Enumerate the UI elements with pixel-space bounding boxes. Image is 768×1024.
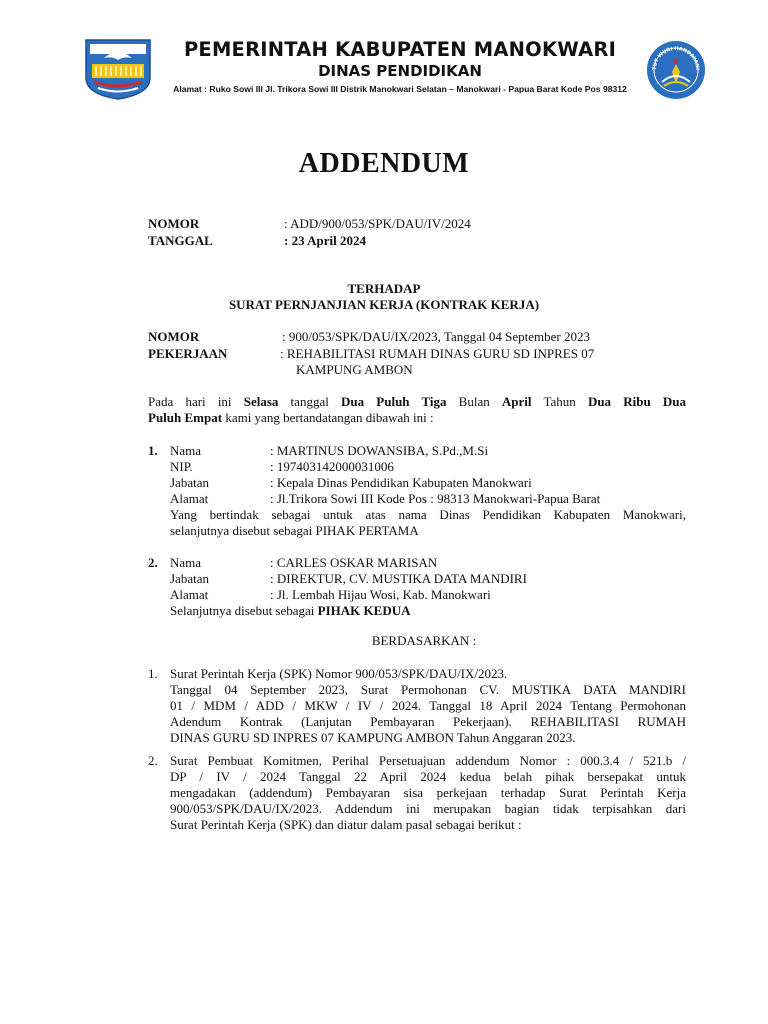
party2-address-value: : Jl. Lembah Hijau Wosi, Kab. Manokwari xyxy=(270,587,491,602)
party1-position-value: : Kepala Dinas Pendidikan Kabupaten Manokwari xyxy=(270,475,532,490)
nomor-value: : ADD/900/053/SPK/DAU/IV/2024 xyxy=(284,216,471,231)
pekerjaan-value-line2: KAMPUNG AMBON xyxy=(296,362,413,377)
tanggal-label: TANGGAL xyxy=(148,233,213,248)
against-heading: TERHADAP xyxy=(347,281,421,296)
letterhead xyxy=(0,0,768,110)
document-title: ADDENDUM xyxy=(298,148,470,179)
party1-name-label: Nama xyxy=(170,443,202,458)
party2-description: Selanjutnya disebut sebagai PIHAK KEDUA xyxy=(170,603,411,618)
manokwari-emblem-icon xyxy=(84,38,152,100)
emblem-motto: TUT WURI HANDAYANI xyxy=(651,45,701,71)
basis2-text: Surat Pembuat Komitmen, Perihal Persetuajuan addendum Nomor : 000.3.4 / 521.b / DP / IV / 2024 Tanggal 22 April 2024 kedua belah pihak bersepakat untuk mengadakan (addendum) Pembayaran sisa perkejaan terhadap Surat Perintah Kerja 900/053/SPK/DAU/IX/2023. Addendum ini merupakan bagian tidak terpisahkan dari Surat Perintah Kerja (SPK) dan diatur dalam pasal sebagai berikut : xyxy=(170,753,686,832)
party2-address-label: Alamat xyxy=(170,587,209,602)
pekerjaan-label: PEKERJAAN xyxy=(148,346,228,361)
party1-name-value: : MARTINUS DOWANSIBA, S.Pd.,M.Si xyxy=(270,443,489,458)
party2-name-value: : CARLES OSKAR MARISAN xyxy=(270,555,438,570)
tut-wuri-handayani-emblem-icon xyxy=(646,40,706,100)
government-name: PEMERINTAH KABUPATEN MANOKWARI xyxy=(183,38,617,61)
party1-number: 1. xyxy=(148,443,158,458)
department-name: DINAS PENDIDIKAN xyxy=(318,62,482,80)
party1-nip-value: : 197403142000031006 xyxy=(270,459,394,474)
party1-position-label: Jabatan xyxy=(170,475,209,490)
party1-address-label: Alamat xyxy=(170,491,209,506)
party1-address-value: : Jl.Trikora Sowi III Kode Pos : 98313 Manokwari-Papua Barat xyxy=(270,491,601,506)
party1-description: Yang bertindak sebagai untuk atas nama Dinas Pendidikan Kabupaten Manokwari, selanjutnya disebut sebagai PIHAK PERTAMA xyxy=(170,507,686,538)
party2-name-label: Nama xyxy=(170,555,202,570)
office-address: Alamat : Ruko Sowi III Jl. Trikora Sowi III Distrik Manokwari Selatan – Manokwari - Papua Barat Kode Pos 98312 xyxy=(173,84,627,94)
party2-number: 2. xyxy=(148,555,158,570)
party1-nip-label: NIP. xyxy=(170,459,193,474)
contract-nomor-label: NOMOR xyxy=(148,329,200,344)
basis-heading: BERDASARKAN : xyxy=(371,633,477,648)
party2-position-label: Jabatan xyxy=(170,571,209,586)
basis1-text: Surat Perintah Kerja (SPK) Nomor 900/053/SPK/DAU/IX/2023. Tanggal 04 September 2023, Surat Permohonan CV. MUSTIKA DATA MANDIRI 01 / MDM / ADD / MKW / IV / 2024. Tanggal 18 April 2024 Tentang Permohonan Adendum Kontrak (Lanjutan Pembayaran Pekerjaan). REHABILITASI RUMAH DINAS GURU SD INPRES 07 KAMPUNG AMBON Tahun Anggaran 2023. xyxy=(170,666,686,745)
tanggal-value: : 23 April 2024 xyxy=(284,233,366,248)
contract-type-heading: SURAT PERNJANJIAN KERJA (KONTRAK KERJA) xyxy=(228,297,540,312)
pekerjaan-value: : REHABILITASI RUMAH DINAS GURU SD INPRES 07 xyxy=(280,346,595,361)
intro-paragraph: Pada hari ini Selasa tanggal Dua Puluh Tiga Bulan April Tahun Dua Ribu Dua Puluh Empat kami yang bertandatangan dibawah ini : xyxy=(148,394,686,425)
party2-position-value: : DIREKTUR, CV. MUSTIKA DATA MANDIRI xyxy=(270,571,527,586)
basis1-number: 1. xyxy=(148,666,158,681)
nomor-label: NOMOR xyxy=(148,216,200,231)
contract-nomor-value: : 900/053/SPK/DAU/IX/2023, Tanggal 04 September 2023 xyxy=(282,329,590,344)
basis2-number: 2. xyxy=(148,753,158,768)
